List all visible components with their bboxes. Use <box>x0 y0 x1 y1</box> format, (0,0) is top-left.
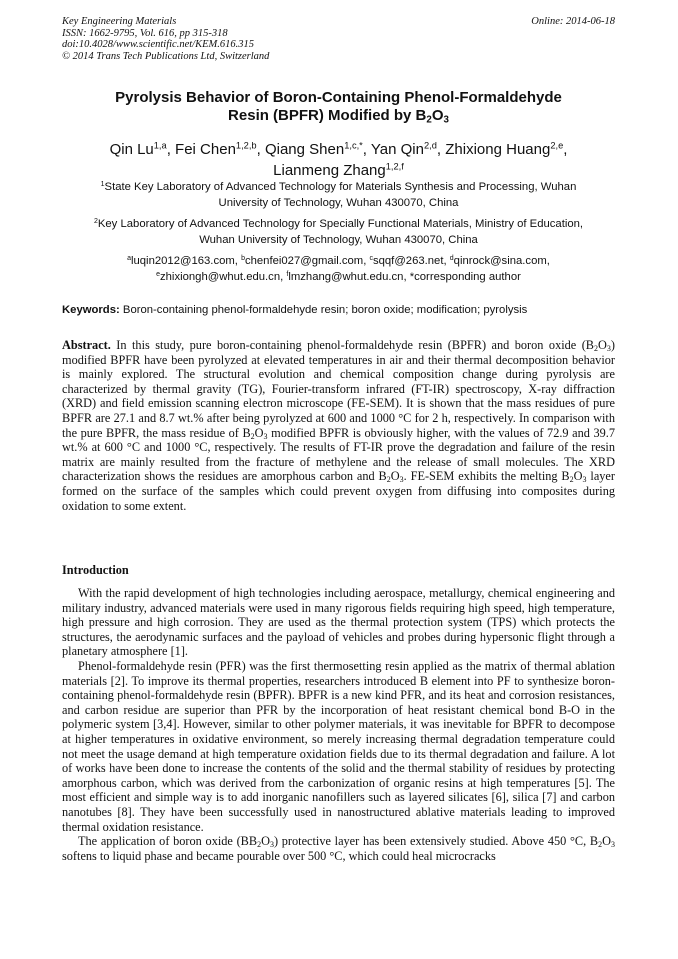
journal-header <box>62 16 615 62</box>
issn-line: ISSN: 1662-9795, Vol. 616, pp 315-318 <box>62 27 228 39</box>
email[interactable]: $^c$sqqf@263.net, <box>369 254 450 267</box>
author: Yan Qin$^{2,d}$, <box>370 140 446 158</box>
paper-title <box>62 89 615 125</box>
introduction-body <box>62 586 615 863</box>
author: Qiang Shen$^{1,c,*}$, <box>264 140 371 158</box>
section-heading-introduction: Introduction <box>62 563 129 577</box>
author: Qin Lu$^{1,a}$, <box>109 140 176 158</box>
email[interactable]: $^b$chenfei027@gmail.com, <box>241 254 370 267</box>
online-date: Online: 2014-06-18 <box>531 16 615 27</box>
author: Fei Chen$^{1,2,b}$, <box>175 140 265 158</box>
copyright-line: © 2014 Trans Tech Publications Ltd, Switzerland <box>62 50 270 62</box>
affiliation-1: $^1$State Key Laboratory of Advanced Technology for Materials Synthesis and Processing, Wuhan University of Technology, Wuhan 430070, China <box>100 180 577 209</box>
email[interactable]: $^e$zhixiongh@whut.edu.cn, <box>156 270 287 283</box>
paragraph: The application of boron oxide $(BB_2O_3)$ protective layer has been extensively studied. Above 450 °C, $B_2O_3$ softens to liquid phase and became pourable over 500 °C, which could heal microcracks <box>62 834 615 863</box>
title-line-2: Resin (BPFR) Modified by $B_2O_3$ <box>228 107 449 126</box>
keywords-label: Keywords: <box>62 304 120 316</box>
paragraph: With the rapid development of high technologies including aerospace, metallurgy, chemical engineering and military industry, advanced materials were used in many rigorous fields requiring high speed, high temperature, high pressure and high corrosion. They are used as the thermal protection system (TPS) which protects the structures, the aerodynamic surfaces and the payload of vehicles and probes during hypersonic flight through a planetary atmosphere [1]. <box>62 586 615 659</box>
paragraph: Phenol-formaldehyde resin (PFR) was the first thermosetting resin applied as the matrix of thermal ablation materials [2]. To improve its thermal properties, researchers introduced B element into PF to synthesize boron-containing phenol-formaldehyde resin (BPFR). BPFR is a new kind PFR, and its heat and corrosion resistances, and carbon residue are superior than PFR by the incorporation of heat resistant chemical bond B-O in the polymeric system [3,4]. However, similar to other polymer materials, it was inevitable for BPFR to decompose at higher temperatures in oxidative environment, so merely increasing thermal degradation temperature could not meet the usage demand at high temperature oxidation fields due to its thermal degradation and failure. A lot of works have been done to increase the contents of the solid and the thermal stability of residues by protecting amorphous carbon, which was derived from the carbonization of organic resins at high temperatures [5]. The most efficient and simple way is to add inorganic nanofillers such as layered silicates [6], silica [7] and carbon nanotubes [8]. They have been successfully used in nanostructured ablative materials leading to improved thermal oxidation resistance. <box>62 658 615 834</box>
email[interactable]: $^d$qinrock@sina.com, <box>449 254 550 267</box>
author-emails <box>62 254 615 285</box>
keywords <box>62 303 615 317</box>
journal-name: Key Engineering Materials <box>62 16 177 27</box>
affiliation-2: $^2$Key Laboratory of Advanced Technology for Specially Functional Materials, Ministry of Education, Wuhan University of Technology, Wuhan 430070, China <box>93 217 584 246</box>
doi-line: doi:10.4028/www.scientific.net/KEM.616.315 <box>62 39 254 51</box>
author: Zhixiong Huang$^{2,e}$, <box>445 140 568 158</box>
author: Lianmeng Zhang$^{1,2,f}$ <box>273 161 404 179</box>
keywords-text: Boron-containing phenol-formaldehyde resin; boron oxide; modification; pyrolysis <box>119 304 528 316</box>
abstract-label: Abstract. <box>62 338 111 352</box>
title-line-1: Pyrolysis Behavior of Boron-Containing Phenol-Formaldehyde <box>115 89 562 106</box>
email[interactable]: $^a$luqin2012@163.com, <box>127 254 242 267</box>
abstract: Abstract. In this study, pure boron-containing phenol-formaldehyde resin (BPFR) and boron oxide $(B_2O_3)$ modified BPFR have been pyrolyzed at elevated temperatures in air and their thermal decomposition behavior is mainly explored. The structural evolution and chemical composition change during pyrolysis are characterized by thermal gravity (TG), Fourier-transform infrared (FT-IR) spectroscopy, X-ray diffraction (XRD) and field emission scanning electron microscope (FE-SEM). It is shown that the mass residues of pure BPFR are 27.1 and 8.7 wt.% after being pyrolyzed at 600 and 1000 °C for 2 h, respectively. In comparison with the pure BPFR, the mass residue of $B_2O_3$ modified BPFR is obviously higher, with the values of 72.9 and 39.7 wt.% at 600 °C and 1000 °C, respectively. The results of FT-IR prove the degradation and failure of the resin matrix are mainly resulted from the fracture of methylene and the release of small molecules. The XRD characterization shows the residues are amorphous carbon and $B_2O_3$. FE-SEM exhibits the melting $B_2O_3$ layer formed on the surface of the samples which could prevent oxygen from diffusing into composites during oxidation to some extent. <box>62 338 615 513</box>
author-list <box>62 139 615 181</box>
email[interactable]: $^f$lmzhang@whut.edu.cn, *corresponding author <box>286 270 521 283</box>
